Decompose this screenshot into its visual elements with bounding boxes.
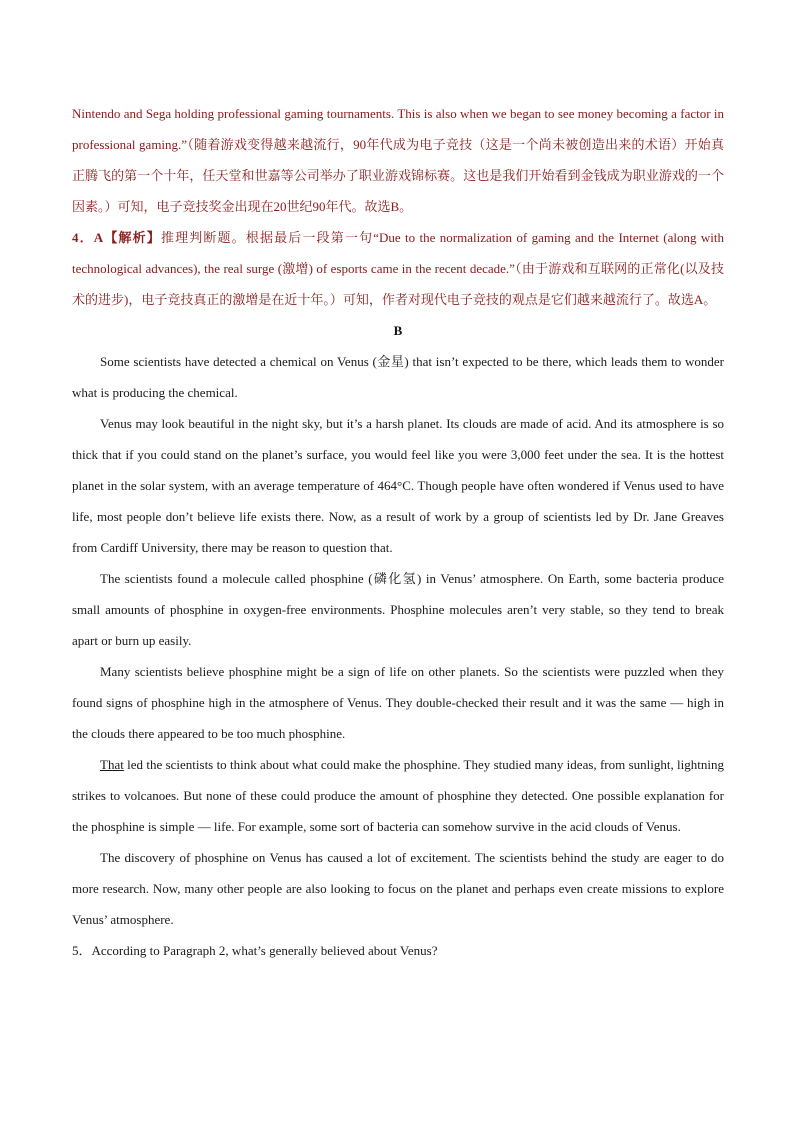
passage-paragraph-6: The discovery of phosphine on Venus has caused a lot of excitement. The scientists behind the study are eager to do more research. Now, many other people are also looking to focus on the planet and perhaps even create missions to explore Venus’ atmosphere. xyxy=(72,850,724,927)
passage-paragraph-2: Venus may look beautiful in the night sky, but it’s a harsh planet. Its clouds are made of acid. And its atmosphere is so thick that if you could stand on the planet’s surface, you would feel like you were 3,000 feet under the sea. It is the hottest planet in the solar system, with an average temperature of 464°C. Though people have often wondered if Venus used to have life, most people don’t believe life exists there. Now, as a result of work by a group of scientists led by Dr. Jane Greaves from Cardiff University, there may be reason to question that. xyxy=(72,416,724,555)
answer-explanations xyxy=(72,98,724,315)
question-5: 5．According to Paragraph 2, what’s generally believed about Venus? xyxy=(72,943,438,958)
passage-paragraph-5-text: led the scientists to think about what could make the phosphine. They studied many ideas, from sunlight, lightning strikes to volcanoes. But none of these could produce the amount of phosphine they detected. One possible explanation for the phosphine is simple — life. For example, some sort of bacteria can somehow survive in the acid clouds of Venus. xyxy=(72,757,724,834)
answer-3-continued: Nintendo and Sega holding professional gaming tournaments. This is also when we began to see money becoming a factor in professional gaming.”（随着游戏变得越来越流行，90年代成为电子竞技（这是一个尚未被创造出来的术语）开始真正腾飞的第一个十年，任天堂和世嘉等公司举办了职业游戏锦标赛。这也是我们开始看到金钱成为职业游戏的一个因素。）可知，电子竞技奖金出现在20世纪90年代。故选B。 xyxy=(72,106,724,214)
passage-paragraph-3: The scientists found a molecule called phosphine (磷化氢) in Venus’ atmosphere. On Earth, some bacteria produce small amounts of phosphine in oxygen-free environments. Phosphine molecules aren’t very stable, so they tend to break apart or burn up easily. xyxy=(72,571,724,648)
answer-4 xyxy=(72,222,724,315)
page-content xyxy=(72,98,724,966)
underlined-word: That xyxy=(100,757,124,772)
passage-title: B xyxy=(393,323,403,338)
answer-4-body: 推理判断题。根据最后一段第一句“Due to the normalization of gaming and the Internet (along with technological advances), the real surge (激增) of esports came in the recent decade.”（由于游戏和互联网的正常化(以及技术的进步)，电子竞技真正的激增是在近十年。）可知，作者对现代电子竞技的观点是它们越来越流行了。故选A。 xyxy=(72,230,725,307)
answer-4-prefix: 4．A【解析】 xyxy=(72,230,161,245)
passage-paragraph-5 xyxy=(72,749,724,842)
passage-paragraph-4: Many scientists believe phosphine might be a sign of life on other planets. So the scientists were puzzled when they found signs of phosphine high in the atmosphere of Venus. They double-checked their result and it was the same — high in the clouds there appeared to be too much phosphine. xyxy=(72,664,724,741)
passage-paragraph-1: Some scientists have detected a chemical on Venus (金星) that isn’t expected to be there, which leads them to wonder what is producing the chemical. xyxy=(72,354,724,400)
